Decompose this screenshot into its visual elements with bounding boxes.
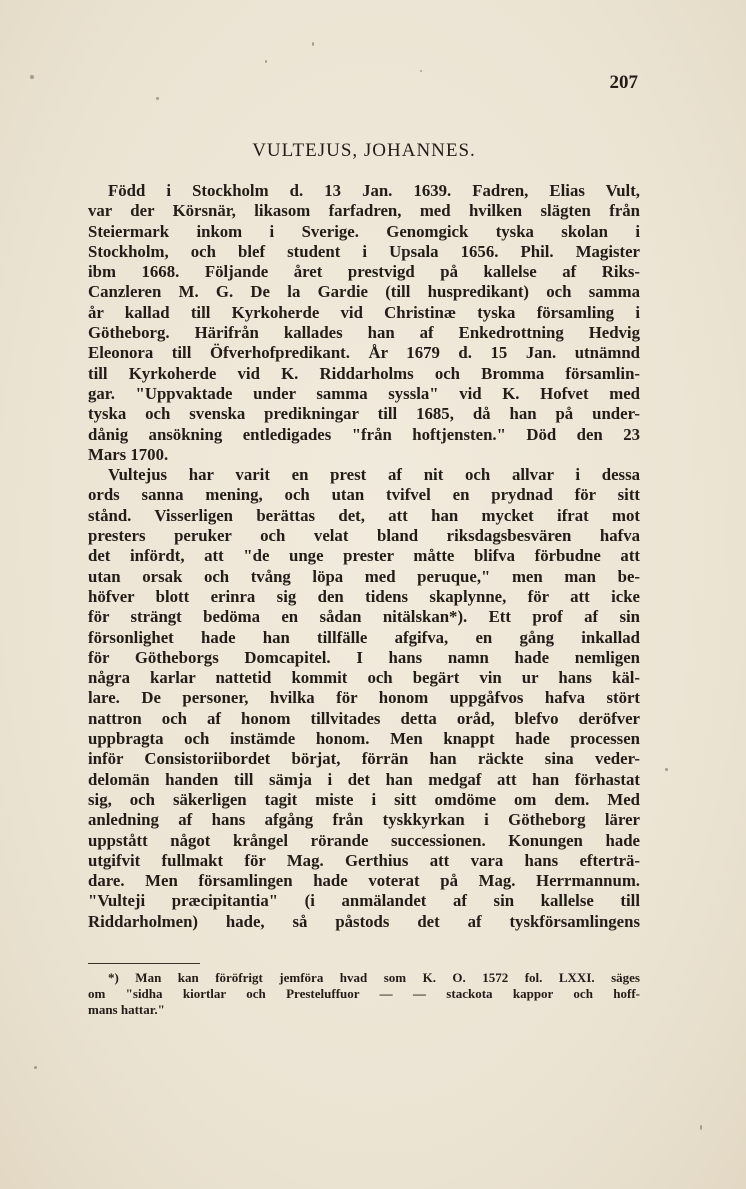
text-line: Eleonora till Öfverhofpredikant. År 1679 d. 15 Jan. utnämnd	[88, 343, 640, 363]
footnote	[88, 970, 640, 1018]
text-line: Canzleren M. G. De la Gardie (till huspredikant) och samma	[88, 282, 640, 302]
text-line: dare. Men församlingen hade voterat på Mag. Herrmannum.	[88, 871, 640, 891]
text-line: utan orsak och tvång löpa med peruque," men man be-	[88, 566, 640, 586]
page-number: 207	[609, 72, 638, 93]
paper-speck	[420, 70, 422, 72]
paper-speck	[34, 1066, 37, 1069]
text-line: var der Körsnär, likasom farfadren, med hvilken slägten från	[88, 201, 640, 221]
text-line: tyska och svenska predikningar till 1685, då han på under-	[88, 404, 640, 424]
text-line: för Götheborgs Domcapitel. I hans namn hade nemligen	[88, 647, 640, 667]
paper-speck	[156, 97, 159, 100]
body-text	[88, 181, 640, 932]
paper-speck	[312, 42, 314, 46]
chapter-heading: VULTEJUS, JOHANNES.	[252, 140, 476, 161]
text-line: presters peruker och velat bland riksdagsbesvären hafva	[88, 526, 640, 546]
text-line: uppbragta och instämde honom. Men knappt hade processen	[88, 729, 640, 749]
text-line: Riddarholmen) hade, så påstods det af tyskförsamlingens	[88, 911, 640, 931]
paper-speck	[700, 1125, 702, 1130]
text-line: uppstått något krångel rörande successionen. Konungen hade	[88, 830, 640, 850]
text-line: stånd. Visserligen berättas det, att han mycket ifrat mot	[88, 505, 640, 525]
text-line: Götheborg. Härifrån kallades han af Enkedrottning Hedvig	[88, 323, 640, 343]
text-line: utgifvit fullmakt för Mag. Gerthius att vara hans efterträ-	[88, 850, 640, 870]
text-line: inför Consistoriibordet börjat, förrän han räckte sina veder-	[88, 749, 640, 769]
text-line: år kallad till Kyrkoherde vid Christinæ tyska församling i	[88, 302, 640, 322]
text-line: delomän handen till sämja i det han medgaf att han förhastat	[88, 769, 640, 789]
paper-speck	[665, 768, 668, 771]
text-line: Mars 1700.	[88, 444, 169, 464]
text-line: ords sanna mening, och utan tvifvel en prydnad för sitt	[88, 485, 640, 505]
text-line: Steiermark inkom i Sverige. Genomgick tyska skolan i	[88, 221, 640, 241]
footnote-line: mans hattar."	[88, 1002, 165, 1017]
footnote-rule	[88, 963, 200, 964]
text-line: Vultejus har varit en prest af nit och allvar i dessa	[108, 465, 640, 485]
text-line: några karlar nattetid kommit och begärt vin ur hans käl-	[88, 668, 640, 688]
text-line: för strängt bedöma en sådan nitälskan*). Ett prof af sin	[88, 607, 640, 627]
text-line: ibm 1668. Följande året prestvigd på kallelse af Riks-	[88, 262, 640, 282]
text-line: det infördt, att "de unge prester måtte blifva förbudne att	[88, 546, 640, 566]
text-line: lare. De personer, hvilka för honom uppgåfvos hafva stört	[88, 688, 640, 708]
footnote-line: om "sidha kiortlar och Presteluffuor — — stackota kappor och hoff-	[88, 986, 640, 1001]
text-line: till Kyrkoherde vid K. Riddarholms och Bromma församlin-	[88, 363, 640, 383]
text-line: nattron och af honom tillvitades detta oråd, blefvo deröfver	[88, 708, 640, 728]
text-line: gar. "Uppvaktade under samma syssla" vid K. Hofvet med	[88, 383, 640, 403]
text-line: Stockholm, och blef student i Upsala 1656. Phil. Magister	[88, 241, 640, 261]
text-line: sig, och säkerligen tagit miste i sitt omdöme om dem. Med	[88, 789, 640, 809]
text-line: "Vulteji præcipitantia" (i anmälandet af sin kallelse till	[88, 891, 640, 911]
footnote-line: *) Man kan föröfrigt jemföra hvad som K. O. 1572 fol. LXXI. säges	[108, 970, 640, 985]
text-line: dånig ansökning entledigades "från hoftjensten." Död den 23	[88, 424, 640, 444]
text-line: höfver blott erinra sig den tidens skaplynne, för att icke	[88, 586, 640, 606]
text-line: anledning af hans afgång från tyskkyrkan i Götheborg lärer	[88, 810, 640, 830]
text-line: försonlighet hade han tillfälle afgifva, en gång inkallad	[88, 627, 640, 647]
paper-speck	[265, 60, 267, 63]
paper-speck	[30, 75, 34, 79]
text-line: Född i Stockholm d. 13 Jan. 1639. Fadren, Elias Vult,	[108, 181, 640, 200]
